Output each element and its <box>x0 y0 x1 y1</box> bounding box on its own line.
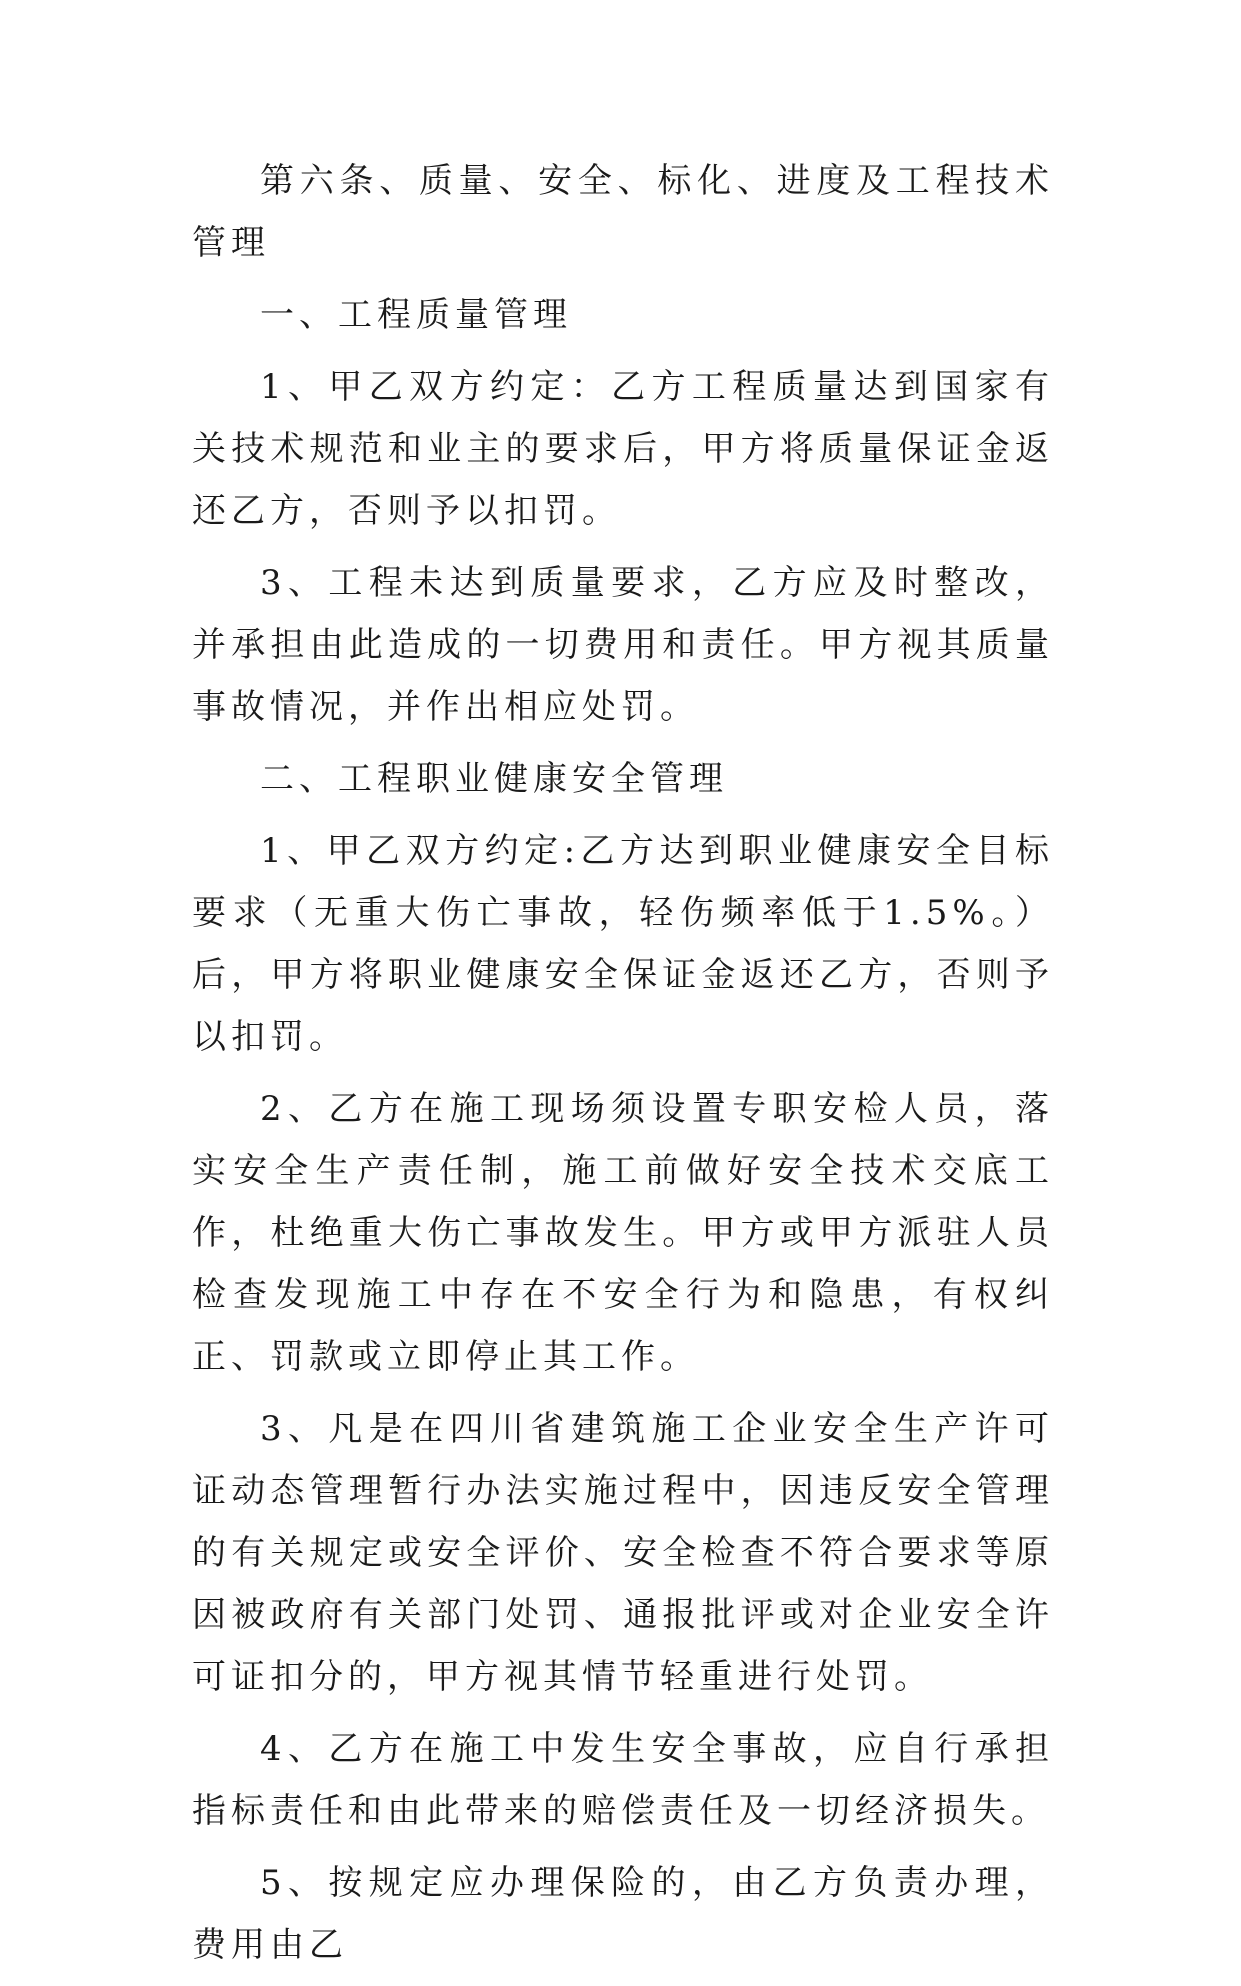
section-heading-quality: 一、工程质量管理 <box>260 295 572 335</box>
paragraph-quality-3: 3、工程未达到质量要求，乙方应及时整改，并承担由此造成的一切费用和责任。甲方视其质量事故情况，并作出相应处罚。 <box>192 563 1054 727</box>
paragraph-safety-2: 2、乙方在施工现场须设置专职安检人员，落实安全生产责任制，施工前做好安全技术交底工作，杜绝重大伤亡事故发生。甲方或甲方派驻人员检查发现施工中存在不安全行为和隐患，有权纠正、罚款或立即停止其工作。 <box>192 1089 1054 1377</box>
paragraph-safety-4: 4、乙方在施工中发生安全事故，应自行承担指标责任和由此带来的赔偿责任及一切经济损失。 <box>192 1729 1054 1831</box>
document-page <box>192 150 1054 1986</box>
paragraph-safety-5: 5、按规定应办理保险的，由乙方负责办理，费用由乙 <box>192 1863 1054 1965</box>
section-heading-safety: 二、工程职业健康安全管理 <box>260 759 728 799</box>
article-heading: 第六条、质量、安全、标化、进度及工程技术管理 <box>192 161 1054 263</box>
paragraph-safety-1: 1、甲乙双方约定:乙方达到职业健康安全目标要求（无重大伤亡事故，轻伤频率低于1.5%。）后，甲方将职业健康安全保证金返还乙方，否则予以扣罚。 <box>192 831 1054 1057</box>
paragraph-safety-3: 3、凡是在四川省建筑施工企业安全生产许可证动态管理暂行办法实施过程中，因违反安全管理的有关规定或安全评价、安全检查不符合要求等原因被政府有关部门处罚、通报批评或对企业安全许可证扣分的，甲方视其情节轻重进行处罚。 <box>192 1409 1054 1697</box>
paragraph-quality-1: 1、甲乙双方约定：乙方工程质量达到国家有关技术规范和业主的要求后，甲方将质量保证金返还乙方，否则予以扣罚。 <box>192 367 1054 531</box>
